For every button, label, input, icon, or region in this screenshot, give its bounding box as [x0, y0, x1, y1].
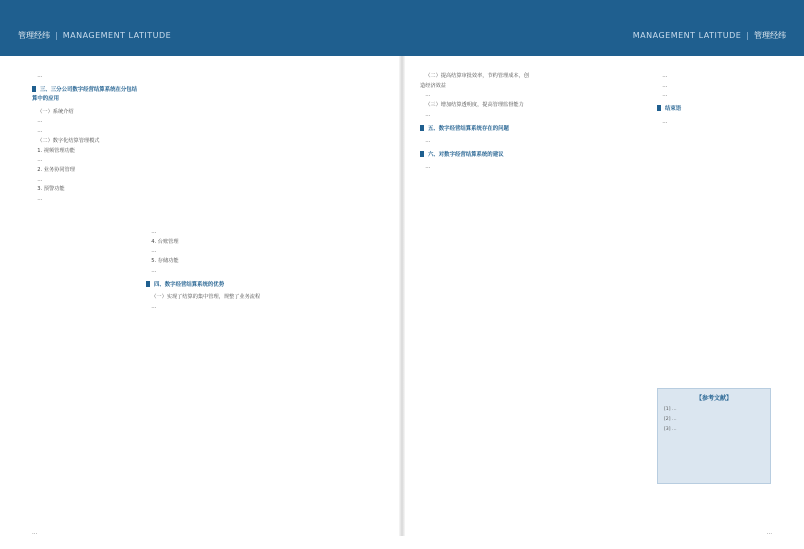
header-separator: |: [746, 31, 749, 40]
subheading: （三）增加结算透明度，提高管理监督能力: [425, 102, 524, 109]
reference-item: [3] …: [664, 426, 677, 432]
paragraph: …: [662, 73, 668, 79]
section-heading: 四、数字经营结算系统的优势: [146, 281, 266, 291]
header-bar: [0, 0, 804, 56]
paragraph: …: [151, 267, 157, 274]
paragraph: …: [662, 118, 668, 125]
paragraph: …: [151, 229, 157, 235]
subheading: （二）数字化结算管理模式: [37, 137, 100, 144]
header-separator: |: [55, 31, 58, 40]
paragraph: …: [37, 176, 43, 183]
paragraph: …: [37, 157, 43, 164]
section-heading: 六、对数字经营结算系统的建议: [420, 151, 532, 161]
paragraph: …: [425, 138, 431, 145]
left-page-column-1: [32, 72, 138, 205]
footer-right: …: [766, 530, 772, 536]
section-heading: 结束语: [657, 105, 771, 115]
page-spine: [399, 56, 405, 536]
paragraph: …: [37, 73, 43, 79]
subheading: （二）提高结算审批效率，节约管理成本，创造经济效益: [420, 73, 529, 89]
column-subtitle: MANAGEMENT LATITUDE: [62, 31, 172, 40]
paragraph: …: [425, 111, 431, 118]
list-heading: 3. 预警功能: [37, 186, 65, 193]
paragraph: …: [37, 128, 43, 135]
paragraph: …: [37, 196, 43, 203]
header-right: [633, 30, 786, 41]
list-heading: 2. 业务协同管理: [37, 166, 75, 173]
paragraph: …: [662, 92, 668, 99]
paragraph: …: [151, 248, 157, 255]
section-heading: 三、三分公司数字经营结算系统在分包结算中的应用: [32, 86, 138, 103]
subheading: （一）实现了结算的集中管理，规整了业务流程: [151, 294, 261, 301]
list-heading: 5. 存储功能: [151, 258, 179, 265]
paragraph: …: [662, 82, 668, 89]
section-marker-icon: [146, 281, 150, 287]
references-box: [657, 388, 771, 484]
list-heading: 4. 台账管理: [151, 238, 179, 245]
section-marker-icon: [657, 105, 661, 111]
list-heading: 1. 视频管理功能: [37, 147, 75, 154]
section-heading: 五、数字经营结算系统存在的问题: [420, 125, 532, 135]
references-title: 【参考文献】: [695, 395, 732, 402]
paragraph: …: [151, 303, 157, 310]
column-title: 管理经纬: [754, 31, 786, 40]
section-marker-icon: [420, 125, 424, 131]
paragraph: …: [425, 92, 431, 99]
right-page-column-1: [420, 72, 532, 173]
paragraph: …: [37, 118, 43, 125]
section-marker-icon: [420, 151, 424, 157]
header-left: [18, 30, 171, 41]
left-page-column-2: [146, 228, 266, 312]
footer-left: …: [32, 530, 38, 536]
right-page-column-2: [657, 72, 771, 127]
reference-item: [2] …: [664, 416, 677, 422]
section-marker-icon: [32, 86, 36, 92]
column-title: 管理经纬: [18, 31, 50, 40]
reference-item: [1] …: [664, 407, 677, 412]
subheading: （一）系统介绍: [37, 108, 74, 115]
column-subtitle: MANAGEMENT LATITUDE: [632, 31, 742, 40]
paragraph: …: [425, 164, 431, 171]
